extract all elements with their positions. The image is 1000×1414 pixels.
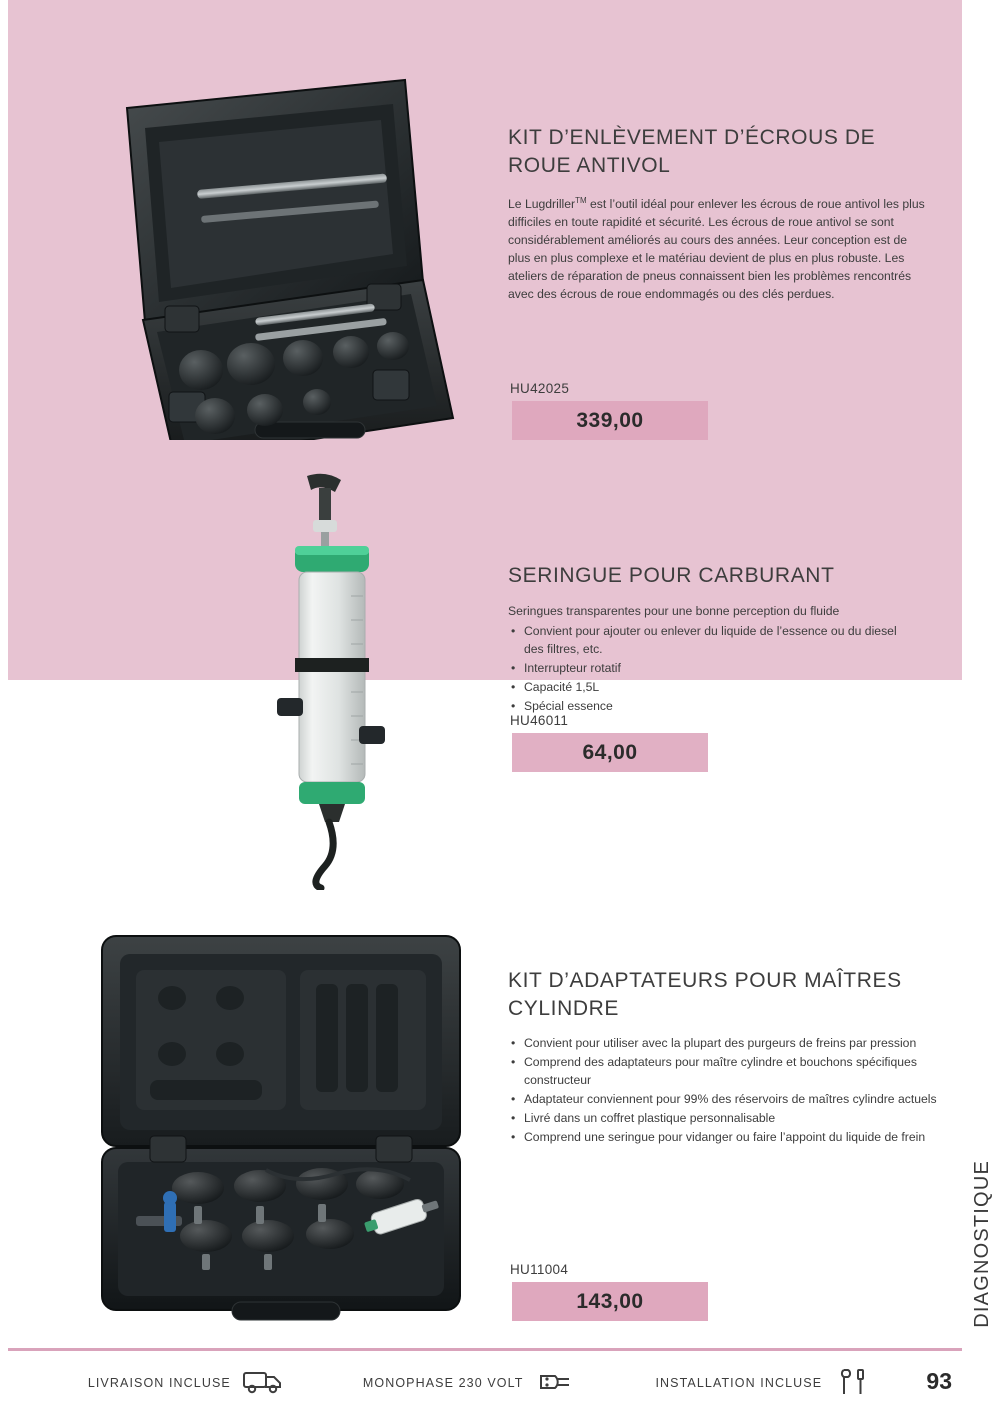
product-title-3: KIT D’ADAPTATEURS POUR MAÎTRES CYLINDRE [508,969,902,1021]
product-price-1: 339,00 [576,408,644,432]
product-price-3: 143,00 [576,1289,644,1313]
product-sku-2: HU46011 [510,713,569,728]
product-title-1: KIT D’ENLÈVEMENT D’ÉCROUS DE ROUE ANTIVOL [508,126,876,178]
product-description-3 [508,1034,938,1147]
section-tab [962,0,1000,1414]
footer-divider [8,1348,962,1351]
list-item: • Convient pour utiliser avec la plupart des purgeurs de freins par pression [508,1034,938,1052]
list-item: • Interrupteur rotatif [508,659,908,677]
left-white-strip [0,0,8,1414]
product-sku-3: HU11004 [510,1262,569,1277]
footer-label-power: MONOPHASE 230 VOLT [362,1376,524,1390]
wrench-screwdriver-icon [834,1367,874,1400]
section-tab-label: DIAGNOSTIQUE [971,1160,993,1328]
list-item: • Comprend une seringue pour vidanger ou faire l’appoint du liquide de frein [508,1128,938,1146]
product-price-box-1 [512,401,708,440]
product-sku-1: HU42025 [510,381,570,396]
truck-icon [243,1369,285,1398]
list-item: • Comprend des adaptateurs pour maître cylindre et bouchons spécifiques constructeur [508,1053,938,1089]
product-price-2: 64,00 [582,740,638,764]
lug-nut-removal-kit-case-photo [105,70,475,440]
footer [0,1352,962,1414]
footer-item-delivery [88,1369,285,1398]
footer-item-power [363,1368,578,1399]
power-plug-icon [535,1368,577,1399]
list-item: • Livré dans un coffret plastique personnalisable [508,1109,938,1127]
footer-label-installation: INSTALLATION INCLUSE [655,1376,823,1390]
product-title-2: SERINGUE POUR CARBURANT [508,564,835,587]
product-bullets-3 [508,1034,938,1146]
fuel-syringe-photo [255,470,405,880]
product-intro-2: Seringues transparentes pour une bonne perception du fluide [508,604,840,618]
product-description-2 [508,602,908,716]
product-description-1: Le Lugdriller™ est l’outil idéal pour enlever les écrous de roue antivol les plus difficiles en toute rapidité et sécurité. Les écrous de roue antivol se sont considérablement améliorés au cours des années. Leur conception est de plus en plus complexe et le matériau devient de plus en plus robuste. Les ateliers de réparation de pneus connaissent bien les problèmes rencontrés avec des écrous de roue endommagés ou des clés perdues. [508,196,925,302]
product-bullets-2 [508,622,908,715]
page-number: 93 [926,1368,952,1394]
footer-item-installation [655,1367,874,1400]
list-item: • Convient pour ajouter ou enlever du liquide de l’essence ou du diesel des filtres, etc. [508,622,908,658]
list-item: • Capacité 1,5L [508,678,908,696]
master-cylinder-adapter-kit-case-photo [80,930,470,1330]
footer-label-delivery: LIVRAISON INCLUSE [87,1376,231,1390]
list-item: • Adaptateur conviennent pour 99% des réservoirs de maîtres cylindre actuels [508,1090,938,1108]
product-price-box-3 [512,1282,708,1321]
product-price-box-2 [512,733,708,772]
list-item: • Spécial essence [508,697,908,715]
